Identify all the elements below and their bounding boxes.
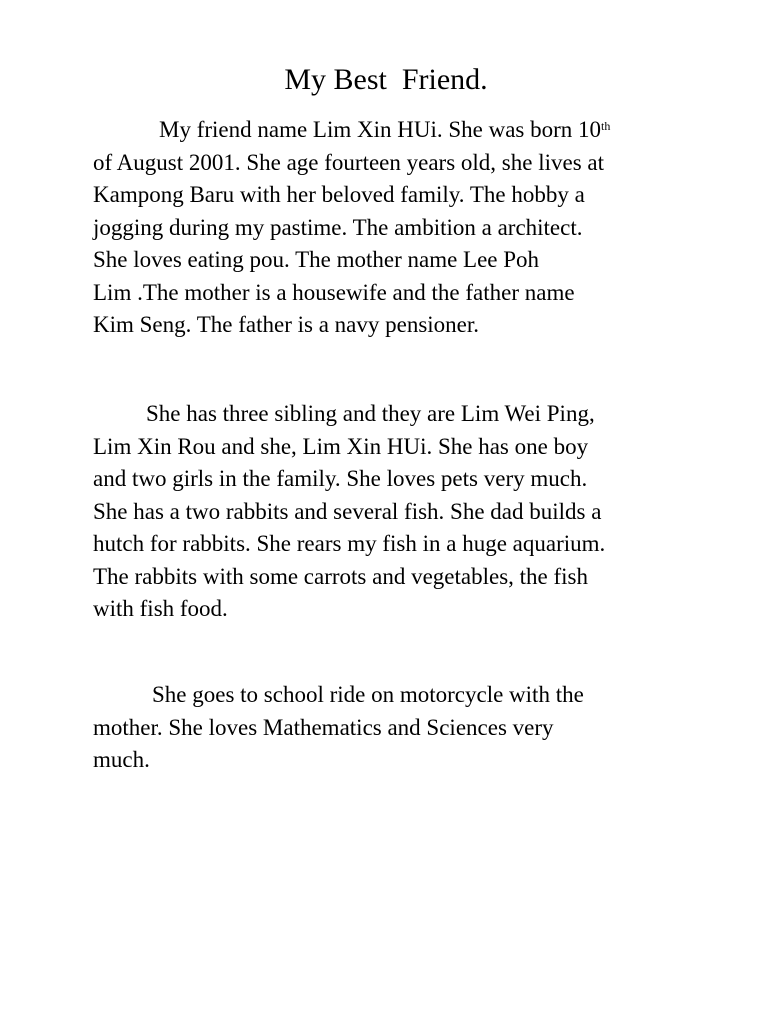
paragraph-2: [93, 398, 693, 626]
paragraph-line-text: My friend name Lim Xin HUi. She was born 10: [159, 117, 602, 142]
paragraph-line: with fish food.: [93, 596, 228, 621]
paragraph-line: of August 2001. She age fourteen years old, she lives at: [93, 149, 604, 175]
paragraph-line: jogging during my pastime. The ambition a architect.: [93, 214, 583, 240]
paragraph-line: Kampong Baru with her beloved family. The hobby a: [93, 182, 585, 207]
paragraph-1: [93, 114, 693, 342]
ordinal-superscript: th: [601, 119, 611, 133]
paragraph-line: Lim Xin Rou and she, Lim Xin HUi. She has one boy: [93, 433, 589, 459]
paragraph-line: The rabbits with some carrots and vegetables, the fish: [93, 563, 588, 589]
paragraph-line: hutch for rabbits. She rears my fish in a huge aquarium.: [93, 531, 606, 556]
paragraph-line: much.: [93, 747, 150, 772]
paragraph-line: Lim .The mother is a housewife and the father name: [93, 279, 575, 305]
paragraph-line: She goes to school ride on motorcycle with the: [152, 682, 584, 707]
document-title: My Best Friend.: [284, 63, 488, 96]
paragraph-line: Kim Seng. The father is a navy pensioner.: [93, 312, 480, 337]
paragraph-line: mother. She loves Mathematics and Sciences very: [93, 714, 554, 740]
paragraph-line: She has a two rabbits and several fish. She dad builds a: [93, 498, 602, 524]
paragraph-3: [93, 679, 693, 777]
paragraph-line: and two girls in the family. She loves pets very much.: [93, 466, 588, 491]
paragraph-line: She has three sibling and they are Lim Wei Ping,: [146, 401, 595, 426]
paragraph-line: [93, 114, 693, 147]
paragraph-line: She loves eating pou. The mother name Lee Poh: [93, 247, 540, 272]
